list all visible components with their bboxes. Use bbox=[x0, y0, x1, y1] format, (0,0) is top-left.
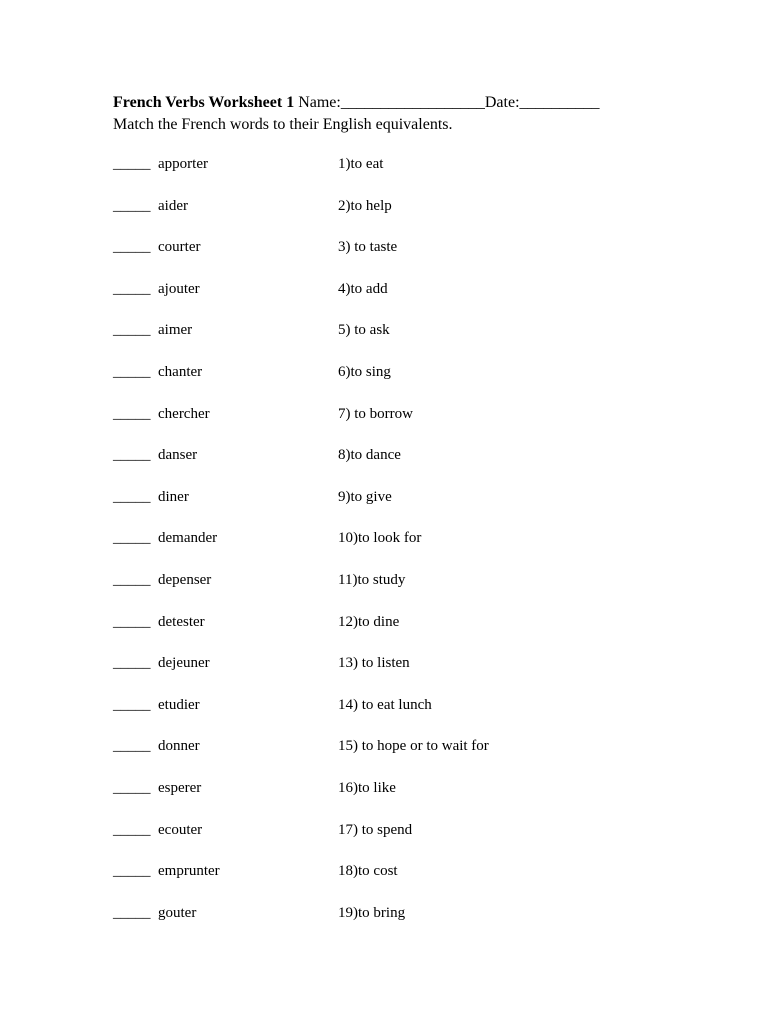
answer-blank: _____ bbox=[113, 738, 151, 755]
answer-blank: _____ bbox=[113, 280, 151, 297]
list-item bbox=[113, 863, 673, 905]
worksheet-header bbox=[113, 94, 600, 112]
answer-blank: _____ bbox=[113, 405, 151, 422]
list-item bbox=[113, 697, 673, 739]
english-equivalent: 5) to ask bbox=[338, 322, 390, 339]
matching-list bbox=[113, 156, 673, 946]
list-item bbox=[113, 905, 673, 947]
english-equivalent: 8)to dance bbox=[338, 447, 401, 464]
answer-blank: _____ bbox=[113, 530, 151, 547]
french-verb: depenser bbox=[158, 571, 212, 588]
answer-blank: _____ bbox=[113, 322, 151, 339]
french-verb: chercher bbox=[158, 405, 210, 422]
answer-blank: _____ bbox=[113, 239, 151, 256]
date-field: Date:__________ bbox=[484, 94, 600, 111]
answer-blank: _____ bbox=[113, 655, 151, 672]
list-item bbox=[113, 406, 673, 448]
french-verb: etudier bbox=[158, 696, 200, 713]
list-item bbox=[113, 780, 673, 822]
answer-blank: _____ bbox=[113, 363, 151, 380]
english-equivalent: 10)to look for bbox=[338, 530, 422, 547]
list-item bbox=[113, 822, 673, 864]
list-item bbox=[113, 447, 673, 489]
french-verb: esperer bbox=[158, 779, 202, 796]
french-verb: gouter bbox=[158, 904, 197, 921]
english-equivalent: 4)to add bbox=[338, 280, 388, 297]
french-verb: courter bbox=[158, 239, 201, 256]
french-verb: danser bbox=[158, 447, 198, 464]
french-verb: ajouter bbox=[158, 280, 200, 297]
answer-blank: _____ bbox=[113, 779, 151, 796]
list-item bbox=[113, 198, 673, 240]
english-equivalent: 17) to spend bbox=[338, 821, 413, 838]
french-verb: demander bbox=[158, 530, 218, 547]
french-verb: chanter bbox=[158, 363, 203, 380]
list-item bbox=[113, 614, 673, 656]
answer-blank: _____ bbox=[113, 197, 151, 214]
english-equivalent: 1)to eat bbox=[338, 156, 384, 172]
english-equivalent: 6)to sing bbox=[338, 363, 391, 380]
french-verb: detester bbox=[158, 613, 205, 630]
english-equivalent: 13) to listen bbox=[338, 655, 410, 672]
list-item bbox=[113, 489, 673, 531]
answer-blank: _____ bbox=[113, 488, 151, 505]
english-equivalent: 19)to bring bbox=[338, 904, 406, 921]
french-verb: diner bbox=[158, 488, 189, 505]
answer-blank: _____ bbox=[113, 904, 151, 921]
list-item bbox=[113, 572, 673, 614]
english-equivalent: 7) to borrow bbox=[338, 405, 413, 422]
list-item bbox=[113, 364, 673, 406]
answer-blank: _____ bbox=[113, 821, 151, 838]
french-verb: dejeuner bbox=[158, 655, 210, 672]
instructions: Match the French words to their English equivalents. bbox=[113, 116, 453, 133]
french-verb: donner bbox=[158, 738, 200, 755]
name-field: Name:__________________ bbox=[294, 94, 485, 111]
answer-blank: _____ bbox=[113, 696, 151, 713]
answer-blank: _____ bbox=[113, 447, 151, 464]
list-item bbox=[113, 738, 673, 780]
list-item bbox=[113, 655, 673, 697]
english-equivalent: 3) to taste bbox=[338, 239, 398, 256]
english-equivalent: 18)to cost bbox=[338, 863, 398, 880]
answer-blank: _____ bbox=[113, 613, 151, 630]
answer-blank: _____ bbox=[113, 863, 151, 880]
english-equivalent: 16)to like bbox=[338, 779, 396, 796]
english-equivalent: 14) to eat lunch bbox=[338, 696, 432, 713]
worksheet-title: French Verbs Worksheet 1 bbox=[113, 94, 295, 111]
list-item bbox=[113, 281, 673, 323]
english-equivalent: 15) to hope or to wait for bbox=[338, 738, 489, 755]
french-verb: emprunter bbox=[158, 863, 220, 880]
french-verb: ecouter bbox=[158, 821, 203, 838]
answer-blank: _____ bbox=[113, 156, 151, 172]
english-equivalent: 2)to help bbox=[338, 197, 392, 214]
list-item bbox=[113, 530, 673, 572]
french-verb: aimer bbox=[158, 322, 193, 339]
french-verb: apporter bbox=[158, 156, 208, 172]
english-equivalent: 9)to give bbox=[338, 488, 392, 505]
french-verb: aider bbox=[158, 197, 188, 214]
list-item bbox=[113, 156, 673, 198]
list-item bbox=[113, 322, 673, 364]
english-equivalent: 11)to study bbox=[338, 571, 406, 588]
list-item bbox=[113, 239, 673, 281]
english-equivalent: 12)to dine bbox=[338, 613, 400, 630]
answer-blank: _____ bbox=[113, 571, 151, 588]
